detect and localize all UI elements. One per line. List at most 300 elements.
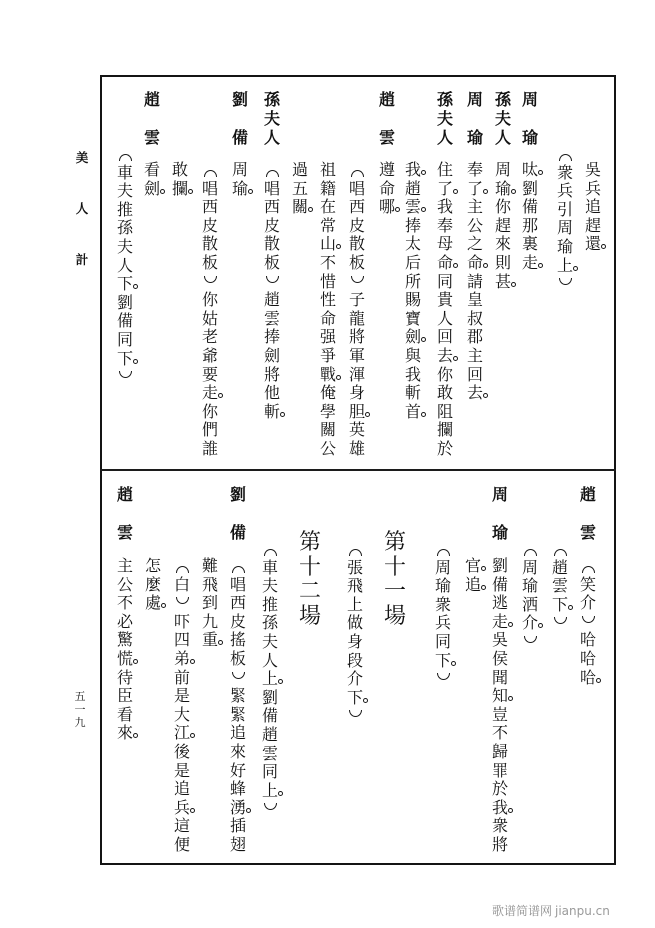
glyph: 將 xyxy=(491,834,508,854)
glyph: 一 xyxy=(383,579,406,605)
glyph: 叔 xyxy=(466,308,483,328)
glyph: 追 xyxy=(229,723,246,743)
glyph: 插 xyxy=(229,816,246,836)
line-text xyxy=(435,161,455,459)
glyph: 看 xyxy=(143,160,160,179)
glyph: 做 xyxy=(346,613,363,633)
glyph: 軍 xyxy=(348,345,365,365)
glyph: 趙 xyxy=(116,485,133,504)
glyph: 瑜 xyxy=(521,576,538,596)
speaker-name xyxy=(520,91,540,147)
glyph: 劉 xyxy=(229,485,246,504)
line-text xyxy=(555,145,575,294)
glyph: 好 xyxy=(229,760,246,780)
panel-divider xyxy=(100,469,616,471)
glyph: 洒 xyxy=(521,594,538,614)
glyph: 備 xyxy=(231,128,248,147)
glyph: 回 xyxy=(466,364,483,384)
glyph: 翅 xyxy=(229,834,246,854)
glyph: 場 xyxy=(298,604,321,630)
glyph: 備 xyxy=(116,311,133,331)
glyph: 車 xyxy=(261,557,278,577)
glyph: 待 xyxy=(116,667,133,687)
glyph: 你 xyxy=(201,290,218,310)
glyph: 皮 xyxy=(229,611,246,631)
glyph: 孫 xyxy=(263,90,280,109)
glyph: 同 xyxy=(116,329,133,349)
glyph: 敢 xyxy=(171,160,188,179)
glyph: 同 xyxy=(436,271,453,291)
line-text xyxy=(170,161,190,198)
open-paren xyxy=(550,540,570,559)
glyph: 西 xyxy=(263,197,280,217)
glyph: 唱 xyxy=(229,574,246,594)
glyph: 皮 xyxy=(263,215,280,235)
glyph: 江 xyxy=(173,723,190,743)
glyph: 板 xyxy=(229,648,246,668)
close-paren xyxy=(550,614,570,633)
glyph: 趙 xyxy=(143,90,160,109)
glyph: 板 xyxy=(348,252,365,272)
glyph: 攔 xyxy=(171,178,188,198)
glyph: 敢 xyxy=(436,383,453,403)
glyph: 美 xyxy=(75,150,89,165)
close-paren xyxy=(520,633,540,652)
speaker-name xyxy=(262,91,282,147)
glyph: 怎 xyxy=(144,556,161,575)
glyph: 强 xyxy=(319,327,336,347)
glyph: 人 xyxy=(263,128,280,147)
glyph: 夫 xyxy=(261,631,278,651)
glyph: 追 xyxy=(464,574,481,594)
glyph: 來 xyxy=(229,741,246,761)
glyph: 遵 xyxy=(378,160,395,179)
glyph: 上 xyxy=(346,594,363,614)
glyph: 板 xyxy=(263,252,280,272)
glyph: 與 xyxy=(404,345,421,365)
glyph: 周 xyxy=(434,557,451,577)
glyph: 皮 xyxy=(201,215,218,235)
glyph: 捧 xyxy=(263,327,280,347)
close-paren xyxy=(228,669,248,688)
line-text xyxy=(463,557,483,594)
glyph: 於 xyxy=(436,438,453,458)
glyph: 後 xyxy=(173,741,190,761)
close-paren xyxy=(260,800,280,819)
glyph: 不 xyxy=(319,252,336,272)
glyph: 劉 xyxy=(521,178,538,198)
glyph: 雲 xyxy=(116,523,133,542)
glyph: 奉 xyxy=(436,215,453,235)
glyph: 爺 xyxy=(201,345,218,365)
glyph: 你 xyxy=(201,401,218,421)
glyph: 甚 xyxy=(494,271,511,291)
speaker-name xyxy=(142,91,162,147)
glyph: 來 xyxy=(116,723,133,743)
watermark-site-name: 歌谱简谱网 xyxy=(492,904,553,918)
glyph: 處 xyxy=(144,593,161,613)
glyph: 備 xyxy=(521,197,538,217)
glyph: 寶 xyxy=(404,308,421,328)
glyph: 瑜 xyxy=(521,128,538,147)
glyph: 周 xyxy=(521,557,538,577)
glyph: 衆 xyxy=(491,816,508,836)
glyph: 我 xyxy=(404,160,421,179)
glyph: 下 xyxy=(434,650,451,670)
glyph: 劉 xyxy=(231,90,248,109)
line-text xyxy=(403,161,423,421)
glyph: 戰 xyxy=(319,364,336,384)
glyph: 介 xyxy=(579,593,596,613)
glyph: 是 xyxy=(173,686,190,706)
glyph: 俺 xyxy=(319,383,336,403)
glyph: 子 xyxy=(348,290,365,310)
glyph: 攔 xyxy=(436,420,453,440)
glyph: 后 xyxy=(404,252,421,272)
glyph: 裏 xyxy=(521,234,538,254)
glyph: 夫 xyxy=(261,576,278,596)
glyph: 下 xyxy=(551,594,568,614)
line-text xyxy=(377,161,397,217)
glyph: 散 xyxy=(263,234,280,254)
glyph: 去 xyxy=(466,383,483,403)
glyph: 重 xyxy=(201,630,218,650)
glyph: 我 xyxy=(491,797,508,817)
glyph: 九 xyxy=(201,611,218,631)
glyph: 夫 xyxy=(116,236,133,256)
glyph: 豈 xyxy=(491,704,508,724)
glyph: 胆 xyxy=(348,401,365,421)
glyph: 趙 xyxy=(551,557,568,577)
running-title xyxy=(74,151,90,267)
glyph: 侯 xyxy=(491,648,508,668)
line-text xyxy=(493,161,513,291)
glyph: 西 xyxy=(201,197,218,217)
watermark xyxy=(492,902,610,919)
glyph: 走 xyxy=(491,611,508,631)
glyph: 哈 xyxy=(579,667,596,687)
glyph: 衆 xyxy=(434,594,451,614)
speaker-name xyxy=(115,486,135,542)
open-paren xyxy=(260,540,280,559)
glyph: 趙 xyxy=(263,290,280,310)
glyph: 誰 xyxy=(201,438,218,458)
glyph: 便 xyxy=(173,834,190,854)
glyph: 母 xyxy=(436,234,453,254)
glyph: 阻 xyxy=(436,401,453,421)
glyph: 車 xyxy=(116,162,133,182)
glyph: 兵 xyxy=(584,178,601,198)
glyph: 你 xyxy=(494,197,511,217)
line-text xyxy=(520,540,540,652)
glyph: 去 xyxy=(436,345,453,365)
glyph: 身 xyxy=(348,383,365,403)
line-text xyxy=(550,540,570,633)
glyph: 首 xyxy=(404,401,421,421)
glyph: 們 xyxy=(201,420,218,440)
glyph: 周 xyxy=(466,90,483,109)
line-text xyxy=(433,540,453,689)
glyph: 哈 xyxy=(579,648,596,668)
glyph: 劉 xyxy=(261,687,278,707)
glyph: 公 xyxy=(466,215,483,235)
glyph: 雲 xyxy=(261,743,278,763)
glyph: 備 xyxy=(229,523,246,542)
glyph: 周 xyxy=(556,218,573,238)
glyph: 瑜 xyxy=(556,236,573,256)
speaker-name xyxy=(228,486,248,542)
glyph: 衆 xyxy=(556,162,573,182)
open-paren xyxy=(345,540,365,559)
glyph: 渾 xyxy=(348,364,365,384)
glyph: 推 xyxy=(116,199,133,219)
glyph: 場 xyxy=(383,604,406,630)
glyph: 上 xyxy=(261,780,278,800)
glyph: 是 xyxy=(173,760,190,780)
glyph: 趕 xyxy=(494,215,511,235)
glyph: 四 xyxy=(173,630,190,650)
glyph: 知 xyxy=(491,686,508,706)
glyph: 公 xyxy=(319,438,336,458)
glyph: 劉 xyxy=(491,556,508,575)
glyph: 吓 xyxy=(173,611,190,631)
glyph: 要 xyxy=(201,364,218,384)
glyph: 過 xyxy=(291,160,308,179)
glyph: 了 xyxy=(466,178,483,198)
close-paren xyxy=(347,273,367,292)
glyph: 弟 xyxy=(173,648,190,668)
glyph: 雄 xyxy=(348,438,365,458)
glyph: 還 xyxy=(584,234,601,254)
glyph: 雲 xyxy=(551,576,568,596)
glyph: 劍 xyxy=(404,327,421,347)
glyph: 官 xyxy=(464,556,481,575)
glyph: 賜 xyxy=(404,290,421,310)
glyph: 所 xyxy=(404,271,421,291)
glyph: 孫 xyxy=(494,90,511,109)
glyph: 人 xyxy=(436,128,453,147)
glyph: 五 xyxy=(74,690,86,703)
glyph: 周 xyxy=(494,160,511,179)
glyph: 命 xyxy=(436,252,453,272)
scene-heading-text xyxy=(297,531,323,630)
glyph: 孫 xyxy=(261,613,278,633)
glyph: 罪 xyxy=(491,760,508,780)
line-text xyxy=(200,557,220,650)
glyph: 劍 xyxy=(143,178,160,198)
open-paren xyxy=(520,540,540,559)
glyph: 計 xyxy=(75,252,89,267)
line-text xyxy=(465,161,485,403)
open-paren xyxy=(433,540,453,559)
line-text xyxy=(578,557,598,687)
glyph: 緊 xyxy=(229,704,246,724)
line-text xyxy=(345,540,365,726)
glyph: 兵 xyxy=(173,797,190,817)
glyph: 呔 xyxy=(521,160,538,179)
glyph: 英 xyxy=(348,420,365,440)
glyph: 來 xyxy=(494,234,511,254)
glyph: 人 xyxy=(261,650,278,670)
speaker-name xyxy=(493,91,513,147)
close-paren xyxy=(200,273,220,292)
glyph: 夫 xyxy=(494,109,511,128)
glyph: 下 xyxy=(346,687,363,707)
glyph: 你 xyxy=(436,364,453,384)
line-text xyxy=(290,161,310,217)
open-paren xyxy=(228,557,248,576)
glyph: 雲 xyxy=(579,523,596,542)
line-text xyxy=(230,161,250,198)
glyph: 貴 xyxy=(436,290,453,310)
glyph: 同 xyxy=(261,762,278,782)
line-text xyxy=(347,161,367,459)
glyph: 孫 xyxy=(436,90,453,109)
glyph: 奉 xyxy=(466,160,483,179)
glyph: 趙 xyxy=(261,724,278,744)
glyph: 主 xyxy=(466,197,483,217)
glyph: 捧 xyxy=(404,215,421,235)
glyph: 祖 xyxy=(319,160,336,179)
glyph: 皇 xyxy=(466,290,483,310)
glyph: 學 xyxy=(319,401,336,421)
glyph: 周 xyxy=(231,160,248,179)
glyph: 命 xyxy=(466,252,483,272)
glyph: 夫 xyxy=(116,181,133,201)
glyph: 介 xyxy=(346,669,363,689)
glyph: 老 xyxy=(201,327,218,347)
line-text xyxy=(142,161,162,198)
line-text xyxy=(318,161,338,459)
glyph: 備 xyxy=(491,574,508,594)
glyph: 回 xyxy=(436,327,453,347)
page-number xyxy=(73,691,87,729)
line-text xyxy=(260,540,280,819)
glyph: 下 xyxy=(116,348,133,368)
glyph: 走 xyxy=(201,383,218,403)
glyph: 太 xyxy=(404,234,421,254)
glyph: 我 xyxy=(436,197,453,217)
open-paren xyxy=(347,161,367,180)
line-text xyxy=(143,557,163,613)
glyph: 介 xyxy=(521,613,538,633)
line-text xyxy=(200,161,220,459)
glyph: 那 xyxy=(521,215,538,235)
glyph: 皮 xyxy=(348,215,365,235)
glyph: 命 xyxy=(378,178,395,198)
glyph: 關 xyxy=(319,420,336,440)
glyph: 惜 xyxy=(319,271,336,291)
glyph: 夫 xyxy=(263,109,280,128)
glyph: 在 xyxy=(319,197,336,217)
glyph: 公 xyxy=(116,574,133,594)
line-text xyxy=(115,145,135,387)
glyph: 五 xyxy=(291,178,308,198)
speaker-name xyxy=(465,91,485,147)
glyph: 張 xyxy=(346,557,363,577)
line-text xyxy=(490,557,510,855)
glyph: 我 xyxy=(404,364,421,384)
glyph: 第 xyxy=(298,530,321,555)
glyph: 則 xyxy=(494,252,511,272)
glyph: 雲 xyxy=(378,128,395,147)
speaker-name xyxy=(578,486,598,542)
glyph: 主 xyxy=(466,345,483,365)
glyph: 周 xyxy=(521,90,538,109)
open-paren xyxy=(578,557,598,576)
scene-heading-text xyxy=(382,531,408,630)
open-paren xyxy=(172,557,192,576)
glyph: 兵 xyxy=(556,181,573,201)
glyph: 斬 xyxy=(404,383,421,403)
speaker-name xyxy=(377,91,397,147)
glyph: 歸 xyxy=(491,741,508,761)
glyph: 住 xyxy=(436,160,453,179)
glyph: 性 xyxy=(319,290,336,310)
glyph: 趙 xyxy=(378,90,395,109)
glyph: 郡 xyxy=(466,327,483,347)
glyph: 上 xyxy=(556,255,573,275)
glyph: 趙 xyxy=(579,485,596,504)
line-text xyxy=(583,161,603,254)
glyph: 了 xyxy=(436,178,453,198)
glyph: 聞 xyxy=(491,667,508,687)
glyph: 備 xyxy=(261,706,278,726)
glyph: 九 xyxy=(74,716,86,729)
glyph: 周 xyxy=(491,485,508,504)
glyph: 飛 xyxy=(201,574,218,594)
glyph: 瑜 xyxy=(231,178,248,198)
glyph: 慌 xyxy=(116,648,133,668)
glyph: 追 xyxy=(584,197,601,217)
glyph: 主 xyxy=(116,556,133,575)
glyph: 散 xyxy=(201,234,218,254)
speaker-name xyxy=(490,486,510,542)
close-paren xyxy=(172,594,192,613)
glyph: 將 xyxy=(348,327,365,347)
glyph: 關 xyxy=(291,197,308,217)
close-paren xyxy=(555,275,575,294)
glyph: 搖 xyxy=(229,630,246,650)
glyph: 瑜 xyxy=(494,178,511,198)
speaker-name xyxy=(435,91,455,147)
glyph: 斬 xyxy=(263,401,280,421)
glyph: 大 xyxy=(173,704,190,724)
glyph: 西 xyxy=(348,197,365,217)
glyph: 麼 xyxy=(144,574,161,594)
glyph: 笑 xyxy=(579,574,596,594)
glyph: 唱 xyxy=(201,178,218,198)
glyph: 逃 xyxy=(491,593,508,613)
close-paren xyxy=(115,368,135,387)
open-paren xyxy=(200,161,220,180)
glyph: 十 xyxy=(298,554,321,580)
glyph: 龍 xyxy=(348,308,365,328)
glyph: 引 xyxy=(556,199,573,219)
glyph: 緊 xyxy=(229,686,246,706)
glyph: 雲 xyxy=(143,128,160,147)
glyph: 瑜 xyxy=(466,128,483,147)
glyph: 雲 xyxy=(404,197,421,217)
glyph: 一 xyxy=(74,703,86,716)
close-paren xyxy=(345,707,365,726)
glyph: 第 xyxy=(383,530,406,555)
glyph: 同 xyxy=(434,631,451,651)
glyph: 人 xyxy=(436,308,453,328)
glyph: 追 xyxy=(173,779,190,799)
glyph: 推 xyxy=(261,594,278,614)
glyph: 命 xyxy=(319,308,336,328)
